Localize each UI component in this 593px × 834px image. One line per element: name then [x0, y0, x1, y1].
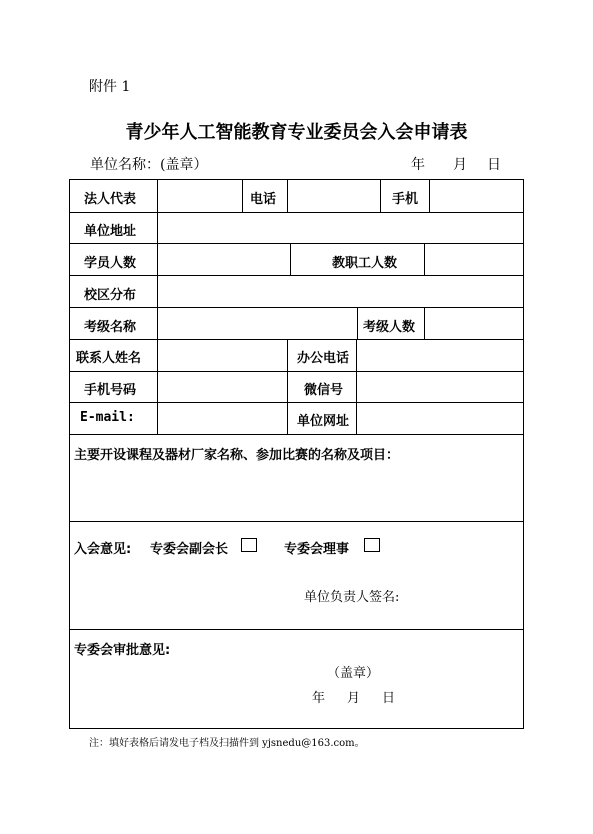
approval-year: 年: [312, 691, 326, 706]
campus-field[interactable]: [158, 276, 522, 306]
campus-label: 校区分布: [84, 288, 137, 303]
website-field[interactable]: [357, 403, 522, 433]
vice-chair-option-label: 专委会副会长: [150, 542, 229, 557]
signature-field[interactable]: [410, 580, 520, 604]
header-day: 日: [487, 157, 501, 173]
director-checkbox[interactable]: [364, 538, 380, 552]
seal-label: （盖章）: [327, 666, 380, 681]
application-form: [69, 179, 524, 729]
footer-note: 注：填好表格后请发电子档及扫描件到 yjsnedu@163.com。: [89, 738, 365, 749]
wechat-field[interactable]: [357, 372, 522, 401]
mobile-number-field[interactable]: [158, 372, 286, 401]
membership-label: 入会意见:: [74, 542, 132, 557]
header-year: 年: [411, 157, 425, 173]
vice-chair-checkbox[interactable]: [241, 538, 257, 552]
legal-rep-label: 法人代表: [84, 192, 137, 207]
mobile-label: 手机: [392, 192, 419, 207]
director-option-label: 专委会理事: [284, 542, 350, 557]
unit-name-label: 单位名称：(盖章）: [90, 157, 208, 173]
email-field[interactable]: [158, 403, 286, 433]
phone-label: 电话: [250, 192, 277, 207]
email-label: E-mail:: [80, 410, 135, 425]
exam-level-count-field[interactable]: [425, 308, 522, 338]
signature-label: 单位负责人签名:: [304, 590, 400, 605]
student-count-label: 学员人数: [84, 256, 137, 271]
student-count-field[interactable]: [158, 244, 289, 274]
header-month: 月: [453, 157, 467, 173]
mobile-field[interactable]: [430, 181, 522, 211]
mobile-number-label: 手机号码: [84, 383, 137, 398]
website-label: 单位网址: [297, 414, 350, 429]
wechat-label: 微信号: [304, 383, 344, 398]
contact-name-label: 联系人姓名: [76, 351, 142, 366]
courses-label: 主要开设课程及器材厂家名称、参加比赛的名称及项目：: [74, 448, 400, 463]
exam-level-name-field[interactable]: [158, 308, 356, 338]
unit-address-field[interactable]: [158, 213, 522, 242]
page-title: 青少年人工智能教育专业委员会入会申请表: [125, 122, 468, 143]
staff-count-label: 教职工人数: [332, 256, 398, 271]
attachment-label: 附件 1: [89, 79, 131, 95]
exam-level-count-label: 考级人数: [363, 320, 416, 335]
exam-level-name-label: 考级名称: [84, 320, 137, 335]
approval-label: 专委会审批意见:: [74, 643, 171, 658]
office-phone-label: 办公电话: [297, 351, 350, 366]
courses-field[interactable]: [71, 463, 522, 519]
contact-name-field[interactable]: [158, 340, 286, 370]
unit-address-label: 单位地址: [84, 224, 137, 239]
legal-rep-field[interactable]: [158, 181, 241, 211]
approval-day: 日: [382, 691, 396, 706]
office-phone-field[interactable]: [357, 340, 522, 370]
phone-field[interactable]: [288, 181, 379, 211]
approval-month: 月: [347, 691, 361, 706]
staff-count-field[interactable]: [425, 244, 522, 274]
